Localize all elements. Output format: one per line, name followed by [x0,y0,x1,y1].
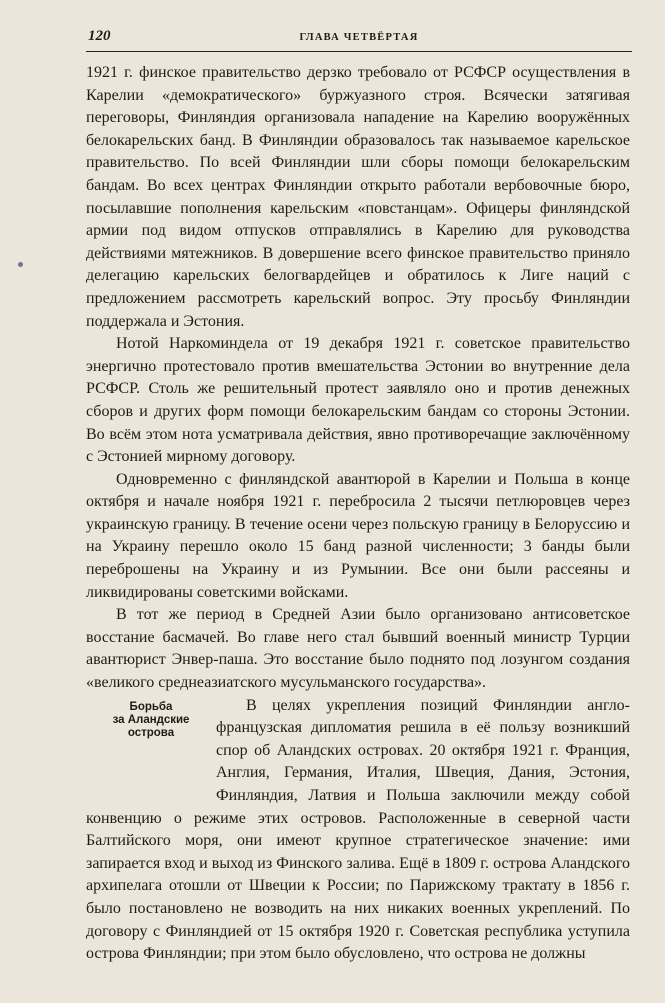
margin-heading-line-1: Борьба [129,700,173,713]
paragraph-5: В целях укрепления позиций Финляндии англо-французская дипломатия решила в её пользу возникший спор об Аландских островах. 20 октября 1921 г. Франция, Англия, Германия, Италия, Швеция, Дания, Эстония, Финляндия, Латвия и Польша заключили между собой конвенцию о режиме этих островов. Расположенные в северной части Балтийского моря, они имеют крупное стратегическое значение: ими запирается вход и выход из Финского залива. Ещё в 1809 г. острова Аландского архипелага отошли от Швеции к России; по Парижскому трактату в 1856 г. было постановлено не возводить на них никаких военных укреплений. По договору с Финляндией от 15 октября 1920 г. Советская республика уступила острова Финляндии; при этом было обусловлено, что острова не должны [86,696,630,963]
paragraph-2: Нотой Наркоминдела от 19 декабря 1921 г. советское правительство энергично протестовало против вмешательства Эстонии во внутренние дела РСФСР. Столь же решительный протест заявляло оно и против денежных сборов и других форм помощи белокарельским бандам со стороны Эстонии. Во всём этом нота усматривала действия, явно противоречащие заключённому с Эстонией мирному договору. [86,335,630,466]
header-rule [86,51,632,52]
margin-spot [18,262,23,267]
margin-heading-line-3: острова [127,726,175,739]
page-number: 120 [88,28,111,44]
margin-heading-line-2: за Аландские [112,713,190,726]
body-text [86,62,630,966]
page-header [86,26,632,48]
running-title: ГЛАВА ЧЕТВЁРТАЯ [299,32,419,43]
paragraph-4: В тот же период в Средней Азии было организовано антисоветское восстание басмачей. Во главе него стал бывший военный министр Турции авантюрист Энвер-паша. Это восстание было поднято под лозунгом создания «великого среднеазиатского мусульманского государства». [86,606,630,692]
margin-heading [86,701,216,793]
paragraph-3: Одновременно с финляндской авантюрой в Карелии и Польша в конце октября и начале ноября 1921 г. перебросила 2 тысячи петлюровцев через украинскую границу. В течение осени через польскую границу в Белоруссию и на Украину перешло около 15 банд разной численности; 3 банды были переброшены на Украину и из Румынии. Все они были рассеяны и ликвидированы советскими войсками. [86,470,630,601]
paragraph-1: 1921 г. финское правительство дерзко требовало от РСФСР осуществления в Карелии «демократического» буржуазного строя. Всячески затягивая переговоры, Финляндия организовала нападение на Карелию вооружённых белокарельских банд. В Финляндии образовалось так называемое карельское правительство. По всей Финляндии шли сборы помощи белокарельским бандам. Во всех центрах Финляндии открыто работали вербовочные бюро, посылавшие пополнения карельским «повстанцам». Офицеры финляндской армии под видом отпусков отправлялись в Карелию для руководства действиями мятежников. В довершение всего финское правительство приняло делегацию карельских белогвардейцев и обратилось к Лиге наций с предложением рассмотреть карельский вопрос. Эту просьбу Финляндии поддержала и Эстония. [86,64,630,330]
